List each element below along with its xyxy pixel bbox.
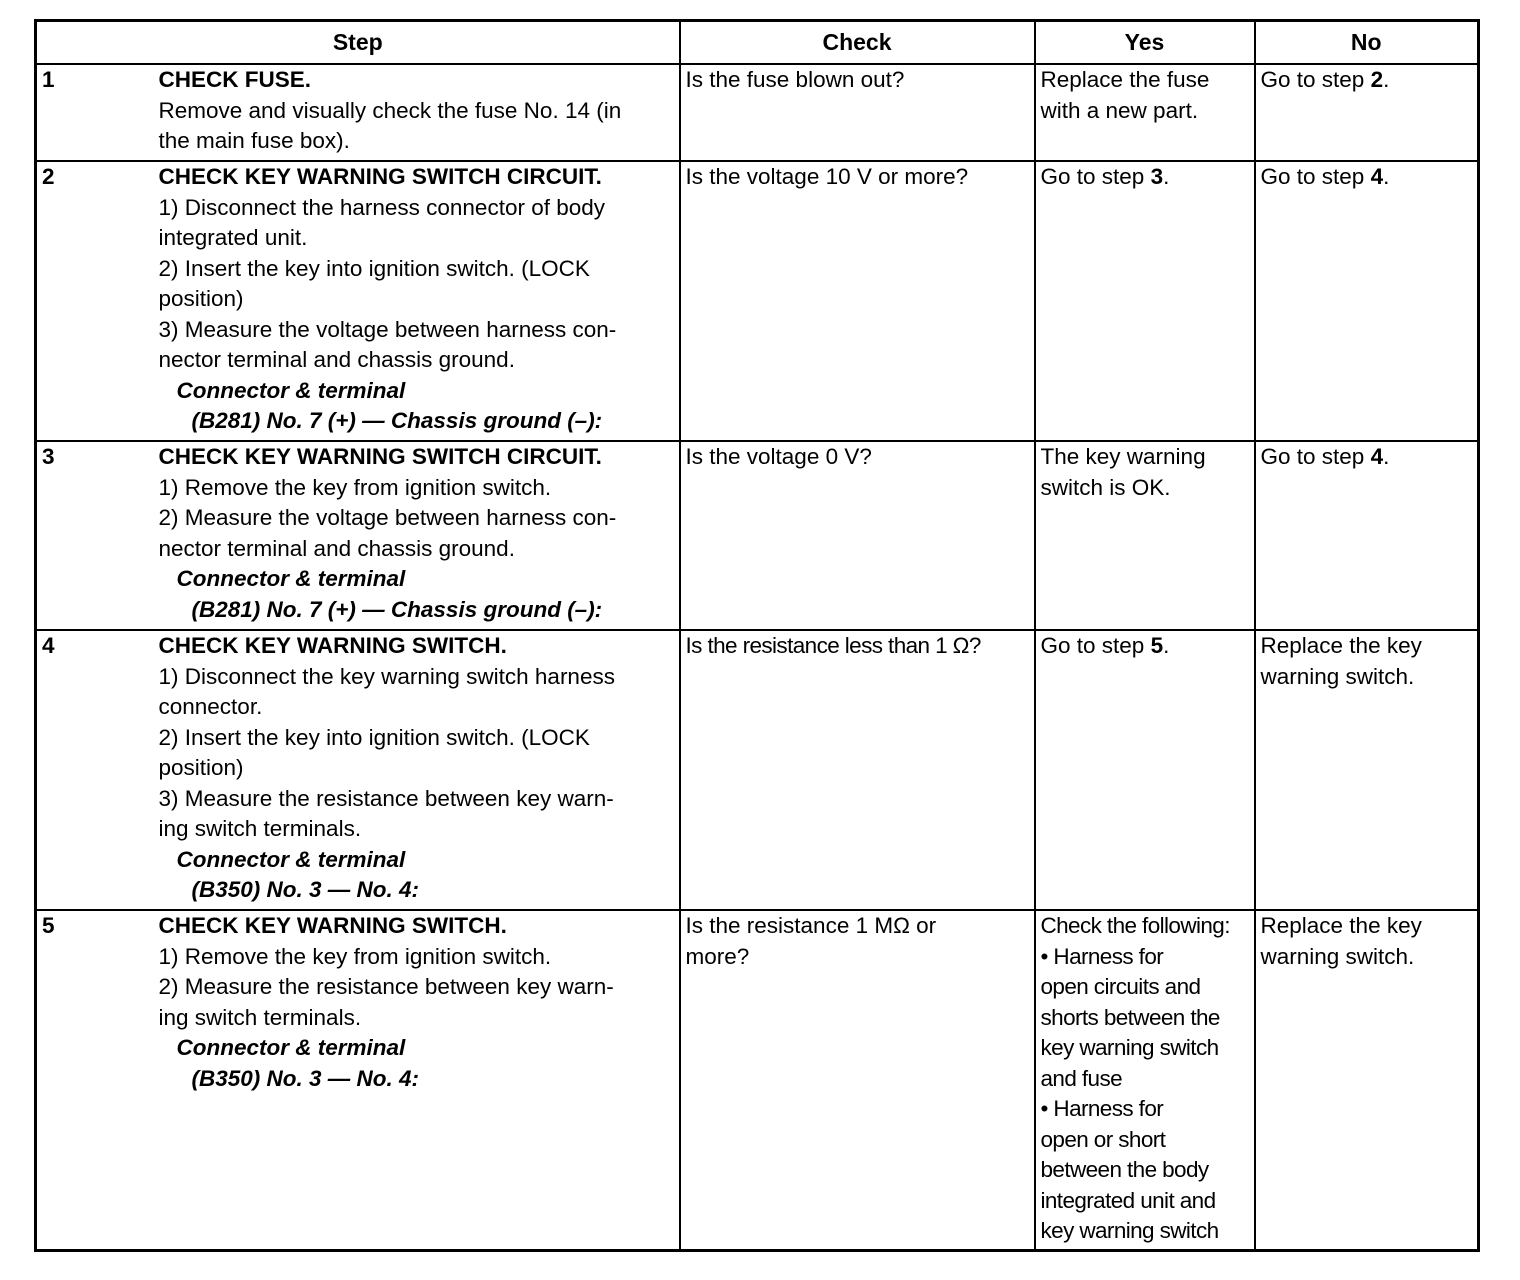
no-cell (1255, 910, 1479, 1250)
header-row (36, 21, 1479, 65)
check-line: Is the voltage 0 V? (685, 444, 872, 469)
yes-cell (1035, 630, 1255, 910)
yes-line: key warning switch (1040, 1035, 1219, 1060)
yes-line: open circuits and (1040, 974, 1201, 999)
terminal-spec: (B350) No. 3 — No. 4: (191, 1065, 420, 1091)
yes-line: • Harness for (1040, 943, 1164, 969)
step-number: 4 (36, 630, 154, 910)
connector-heading: Connector & terminal (176, 377, 406, 403)
step-number: 1 (36, 64, 154, 161)
check-line: more? (685, 943, 750, 969)
procedure-line: 2) Insert the key into ignition switch. (LOCK (158, 724, 590, 750)
no-cell (1255, 630, 1479, 910)
yes-cell (1035, 64, 1255, 161)
table-row (36, 441, 1479, 630)
procedure-line: the main fuse box). (158, 128, 350, 153)
check-line: Is the voltage 10 V or more? (685, 164, 969, 189)
procedure-line: 1) Disconnect the key warning switch harness (158, 663, 615, 689)
yes-cell (1035, 441, 1255, 630)
header-no: No (1255, 21, 1479, 65)
no-line: Replace the key (1260, 913, 1422, 938)
procedure-line: position) (158, 755, 244, 780)
procedure-line: 1) Remove the key from ignition switch. (158, 943, 552, 969)
terminal-spec: (B281) No. 7 (+) — Chassis ground (–): (191, 408, 603, 433)
yes-line: switch is OK. (1040, 474, 1171, 500)
yes-line: open or short (1040, 1126, 1166, 1152)
step-procedure (154, 910, 680, 1250)
step-title: CHECK KEY WARNING SWITCH. (158, 633, 507, 658)
yes-line: shorts between the (1040, 1004, 1220, 1030)
procedure-line: integrated unit. (158, 225, 308, 250)
step-procedure (154, 64, 680, 161)
step-number: 5 (36, 910, 154, 1250)
yes-cell (1035, 910, 1255, 1250)
yes-prefix: Go to step (1040, 633, 1151, 658)
table-row (36, 64, 1479, 161)
yes-line: The key warning (1040, 444, 1206, 469)
no-suffix: . (1383, 444, 1390, 469)
yes-line: • Harness for (1040, 1096, 1164, 1121)
yes-suffix: . (1163, 164, 1170, 189)
step-procedure (154, 161, 680, 441)
table-row (36, 161, 1479, 441)
check-line: Is the resistance 1 MΩ or (685, 913, 937, 938)
yes-line: Replace the fuse (1040, 67, 1210, 92)
check-cell (680, 630, 1035, 910)
procedure-line: 2) Measure the voltage between harness con- (158, 505, 617, 530)
step-number: 3 (36, 441, 154, 630)
header-yes: Yes (1035, 21, 1255, 65)
yes-prefix: Go to step (1040, 164, 1151, 189)
check-cell (680, 441, 1035, 630)
step-title: CHECK FUSE. (158, 67, 312, 92)
connector-heading: Connector & terminal (176, 846, 406, 872)
procedure-line: 1) Disconnect the harness connector of body (158, 194, 606, 220)
no-step-number: 2 (1370, 67, 1384, 92)
check-cell (680, 64, 1035, 161)
no-prefix: Go to step (1260, 444, 1371, 469)
check-line: Is the resistance less than 1 Ω? (685, 633, 981, 658)
yes-line: and fuse (1040, 1065, 1123, 1091)
header-step: Step (36, 21, 680, 65)
procedure-line: ing switch terminals. (158, 1004, 362, 1030)
step-procedure (154, 441, 680, 630)
procedure-line: 3) Measure the voltage between harness con- (158, 316, 617, 342)
no-step-number: 4 (1370, 164, 1384, 189)
procedure-line: nector terminal and chassis ground. (158, 535, 515, 561)
terminal-spec: (B281) No. 7 (+) — Chassis ground (–): (191, 596, 603, 622)
check-line: Is the fuse blown out? (685, 67, 905, 92)
diagnostic-table (34, 19, 1480, 1252)
terminal-spec: (B350) No. 3 — No. 4: (191, 877, 420, 902)
step-title: CHECK KEY WARNING SWITCH CIRCUIT. (158, 444, 602, 469)
table-row (36, 910, 1479, 1250)
no-cell (1255, 161, 1479, 441)
header-check: Check (680, 21, 1035, 65)
yes-suffix: . (1163, 633, 1170, 658)
no-prefix: Go to step (1260, 67, 1371, 92)
yes-line: Check the following: (1040, 913, 1230, 938)
procedure-line: 3) Measure the resistance between key warn- (158, 785, 614, 811)
procedure-line: position) (158, 286, 244, 311)
procedure-line: 2) Insert the key into ignition switch. (LOCK (158, 255, 590, 281)
no-cell (1255, 441, 1479, 630)
procedure-line: 1) Remove the key from ignition switch. (158, 474, 552, 500)
check-cell (680, 161, 1035, 441)
procedure-line: connector. (158, 694, 263, 719)
step-number: 2 (36, 161, 154, 441)
step-title: CHECK KEY WARNING SWITCH. (158, 913, 507, 938)
procedure-line: nector terminal and chassis ground. (158, 347, 515, 372)
check-cell (680, 910, 1035, 1250)
connector-heading: Connector & terminal (176, 566, 406, 591)
procedure-line: Remove and visually check the fuse No. 14 (in (158, 97, 622, 123)
yes-line: key warning switch (1040, 1218, 1219, 1243)
no-cell (1255, 64, 1479, 161)
connector-heading: Connector & terminal (176, 1035, 406, 1060)
table-row (36, 630, 1479, 910)
no-step-number: 4 (1370, 444, 1384, 469)
yes-step-number: 3 (1150, 164, 1164, 189)
procedure-line: ing switch terminals. (158, 816, 362, 841)
yes-step-number: 5 (1150, 633, 1164, 658)
procedure-line: 2) Measure the resistance between key warn- (158, 974, 614, 999)
no-suffix: . (1383, 67, 1390, 92)
step-title: CHECK KEY WARNING SWITCH CIRCUIT. (158, 164, 602, 189)
yes-line: between the body (1040, 1157, 1209, 1182)
yes-line: with a new part. (1040, 97, 1199, 123)
yes-line: integrated unit and (1040, 1187, 1216, 1213)
step-procedure (154, 630, 680, 910)
yes-cell (1035, 161, 1255, 441)
no-prefix: Go to step (1260, 164, 1371, 189)
no-line: warning switch. (1260, 663, 1415, 689)
no-line: warning switch. (1260, 943, 1415, 969)
no-line: Replace the key (1260, 633, 1422, 658)
no-suffix: . (1383, 164, 1390, 189)
